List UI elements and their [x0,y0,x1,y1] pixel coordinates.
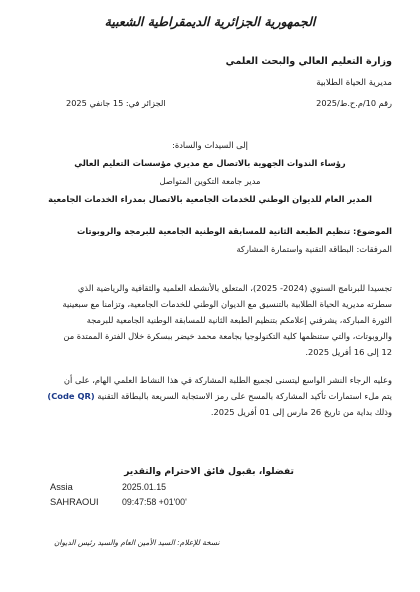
body-paragraph-2 [22,372,392,420]
addressee-line-1: رؤساء الندوات الجهوية بالاتصال مع مديري مؤسسات التعليم العالي [74,158,346,168]
body-line-text: يتم ملء استمارات تأكيد المشاركة بالمسح على رمز الاستجابة السريعة بالبطاقة التقنية [97,391,392,401]
addressee-line-2: مدير جامعة التكوين المتواصل [159,176,261,186]
reference-number: رقم 10/م.ح.ط/2025 [316,98,392,108]
body-line: وعليه الرجاء النشر الواسع ليتسنى لجميع الطلبة المشاركة في هذا النشاط العلمي الهام، على أن [63,375,392,385]
subject-line: الموضوع: تنظيم الطبعة الثانية للمسابقة الوطنية الجامعية للبرمجة والروبوتات [77,226,392,236]
body-line: سطرته مديرية الحياة الطلابية بالتنسيق مع الديوان الوطني للخدمات الجامعية، وتزامنا مع سبعينية [62,299,392,309]
ministry-name: وزارة التعليم العالي والبحث العلمي [225,56,392,67]
republic-title: الجمهورية الجزائرية الديمقراطية الشعبية [104,14,316,29]
body-line: وذلك بداية من تاريخ 26 مارس إلى 01 أفريل 2025. [210,407,392,417]
body-line: والروبوتات، والتي ستنظمها كلية التكنولوجيا بجامعة محمد خيضر ببسكرة خلال الفترة الممتدة من [63,331,392,341]
signature-time: 09:47:58 +01'00' [122,497,187,507]
body-line [22,388,392,404]
directorate-name: مديرية الحياة الطلابية [316,78,392,88]
closing-formula: تفضلوا، بقبول فائق الاحترام والتقدير [124,466,294,477]
body-line: تجسيدا للبرنامج السنوي (2024- 2025)، المتعلق بالأنشطة العلمية والثقافية والرياضية الذي [77,283,392,293]
body-line: 12 إلى 16 أفريل 2025. [305,347,392,357]
place-date: الجزائر في: 15 جانفي 2025 [66,98,166,108]
copy-note: نسخة للإعلام: السيد الأمين العام والسيد رئيس الديوان [54,538,220,547]
signer-first-name: Assia [50,482,73,492]
body-line: الثورة المباركة، يشرفني إعلامكم بتنظيم الطبعة الثانية للمسابقة الوطنية الجامعية للبرمجة [86,315,392,325]
addressee-salutation: إلى السيدات والسادة: [172,140,248,150]
signer-last-name: SAHRAOUI [50,497,99,507]
addressee-line-3: المدير العام للديوان الوطني للخدمات الجامعية بالاتصال بمدراء الخدمات الجامعية [48,194,372,204]
signature-date: 2025.01.15 [122,482,167,492]
attachments-line: المرفقات: البطاقة التقنية واستمارة المشاركة [236,244,392,254]
body-paragraph-1 [22,280,392,360]
qr-code-label: (Code QR) [47,391,95,401]
